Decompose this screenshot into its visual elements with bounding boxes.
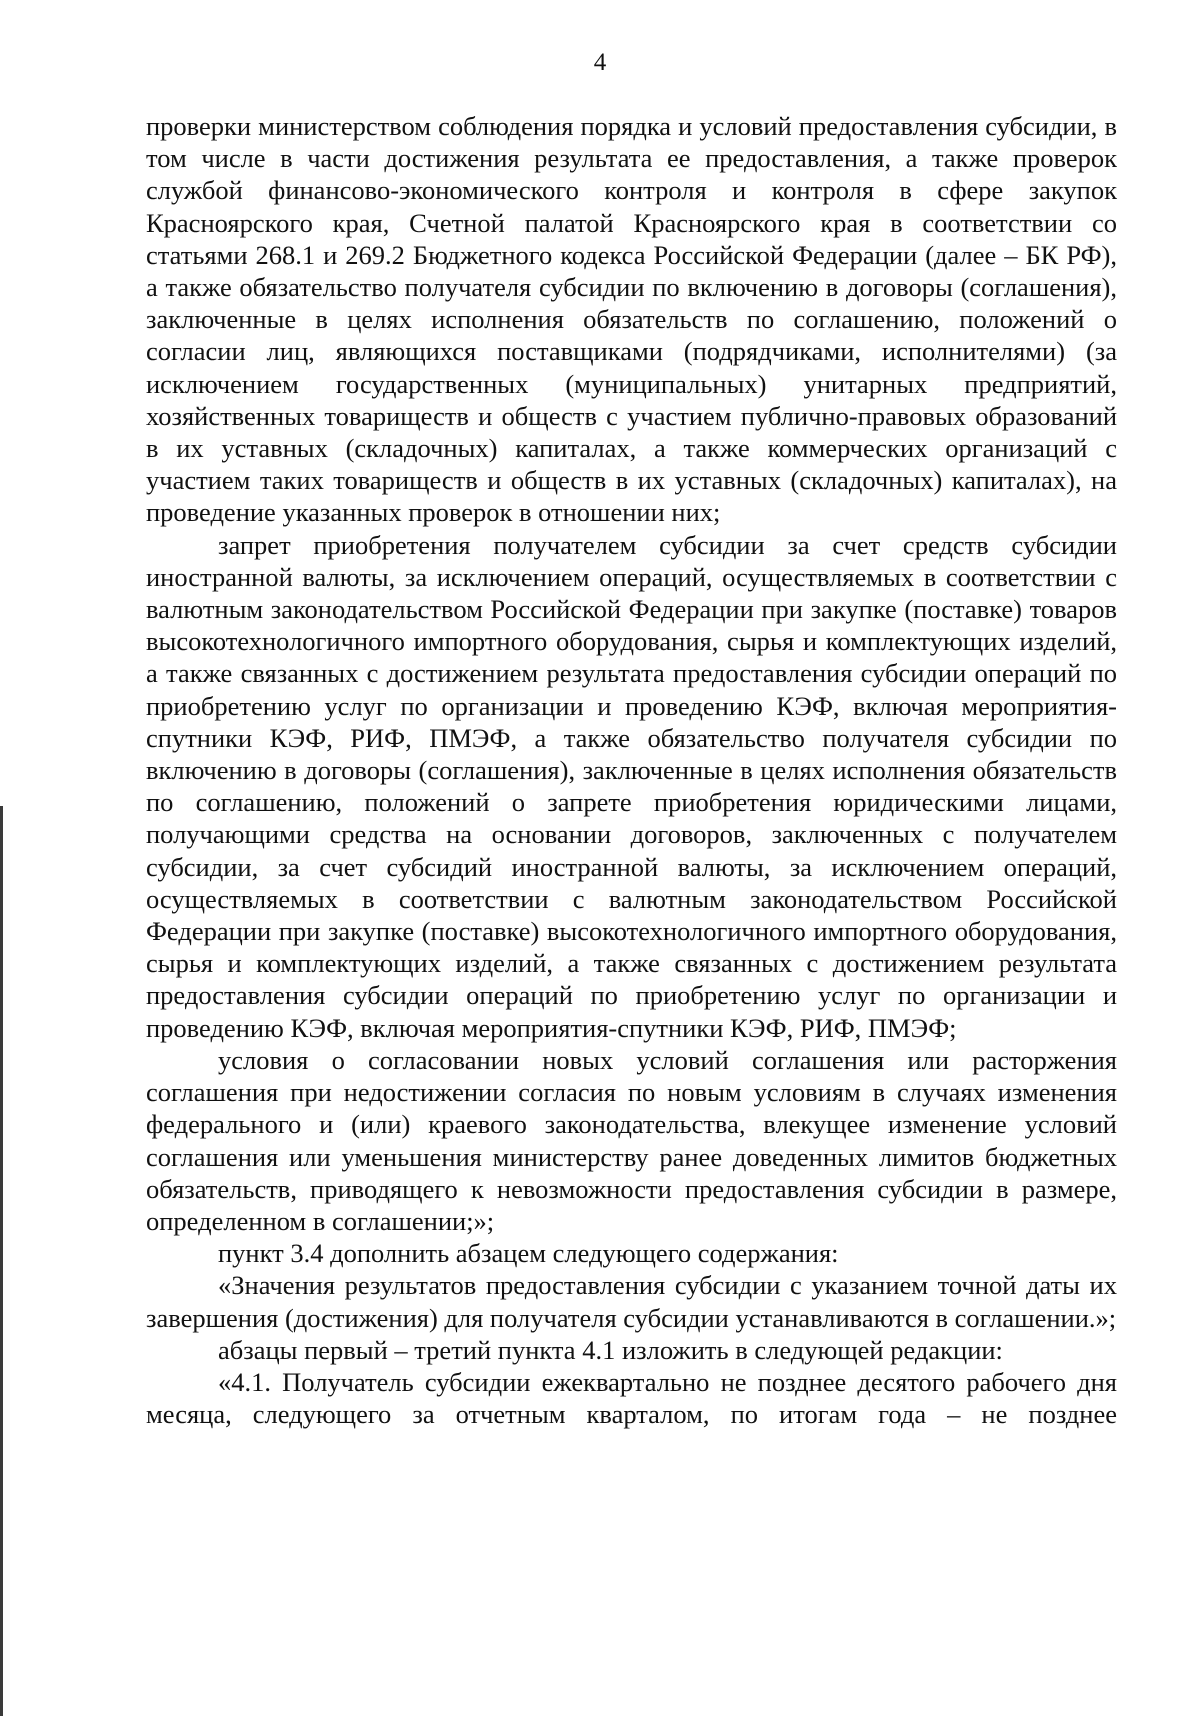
scan-edge-line bbox=[0, 806, 3, 1716]
page-number: 4 bbox=[593, 49, 607, 76]
paragraph-clause-3-4-amendment: пункт 3.4 дополнить абзацем следующего содержания: bbox=[218, 1238, 839, 1269]
paragraph-agreement-renegotiation: условия о согласовании новых условий соглашения или расторжения соглашения при недостижении согласия по новым условиям в случаях изменения федерального и (или) краевого законодательства, влекущее изменение условий соглашения или уменьшения министерству ранее доведенных лимитов бюджетных обязательств, приводящего к невозможности предоставления субсидии в размере, определенном в соглашении;»; bbox=[146, 1044, 1117, 1236]
paragraph-inspections-consent: проверки министерством соблюдения порядка и условий предоставления субсидии, в том числе в части достижения результата ее предоставления, а также проверок службой финансово-экономического контроля и контроля в сфере закупок Красноярского края, Счетной палатой Красноярского края в соответствии со статьями 268.1 и 269.2 Бюджетного кодекса Российской Федерации (далее – БК РФ), а также обязательство получателя субсидии по включению в договоры (соглашения), заключенные в целях исполнения обязательств по соглашению, положений о согласии лиц, являющихся поставщиками (подрядчиками, исполнителями) (за исключением государственных (муниципальных) унитарных предприятий, хозяйственных товариществ и обществ с участием публично-правовых образований в их уставных (складочных) капиталах, а также коммерческих организаций с участием таких товариществ и обществ в их уставных (складочных) капиталах), на проведение указанных проверок в отношении них; bbox=[146, 111, 1117, 528]
paragraph-clause-4-1-text: «4.1. Получатель субсидии ежеквартально не позднее десятого рабочего дня месяца, следующего за отчетным кварталом, по итогам года – не позднее bbox=[146, 1366, 1117, 1430]
paragraph-clause-4-1-amendment: абзацы первый – третий пункта 4.1 изложить в следующей редакции: bbox=[218, 1334, 1003, 1365]
document-body bbox=[146, 110, 1117, 1430]
paragraph-foreign-currency-ban: запрет приобретения получателем субсидии за счет средств субсидии иностранной валюты, за исключением операций, осуществляемых в соответствии с валютным законодательством Российской Федерации при закупке (поставке) товаров высокотехнологичного импортного оборудования, сырья и комплектующих изделий, а также связанных с достижением результата предоставления субсидии операций по приобретению услуг по организации и проведению КЭФ, включая мероприятия-спутники КЭФ, РИФ, ПМЭФ, а также обязательство получателя субсидии по включению в договоры (соглашения), заключенные в целях исполнения обязательств по соглашению, положений о запрете приобретения юридическими лицами, получающими средства на основании договоров, заключенных с получателем субсидии, за счет субсидий иностранной валюты, за исключением операций, осуществляемых в соответствии с валютным законодательством Российской Федерации при закупке (поставке) высокотехнологичного импортного оборудования, сырья и комплектующих изделий, а также связанных с достижением результата предоставления субсидии операций по приобретению услуг по организации и проведению КЭФ, включая мероприятия-спутники КЭФ, РИФ, ПМЭФ; bbox=[146, 529, 1117, 1043]
paragraph-results-values: «Значения результатов предоставления субсидии с указанием точной даты их завершения (достижения) для получателя субсидии устанавливаются в соглашении.»; bbox=[146, 1270, 1117, 1333]
